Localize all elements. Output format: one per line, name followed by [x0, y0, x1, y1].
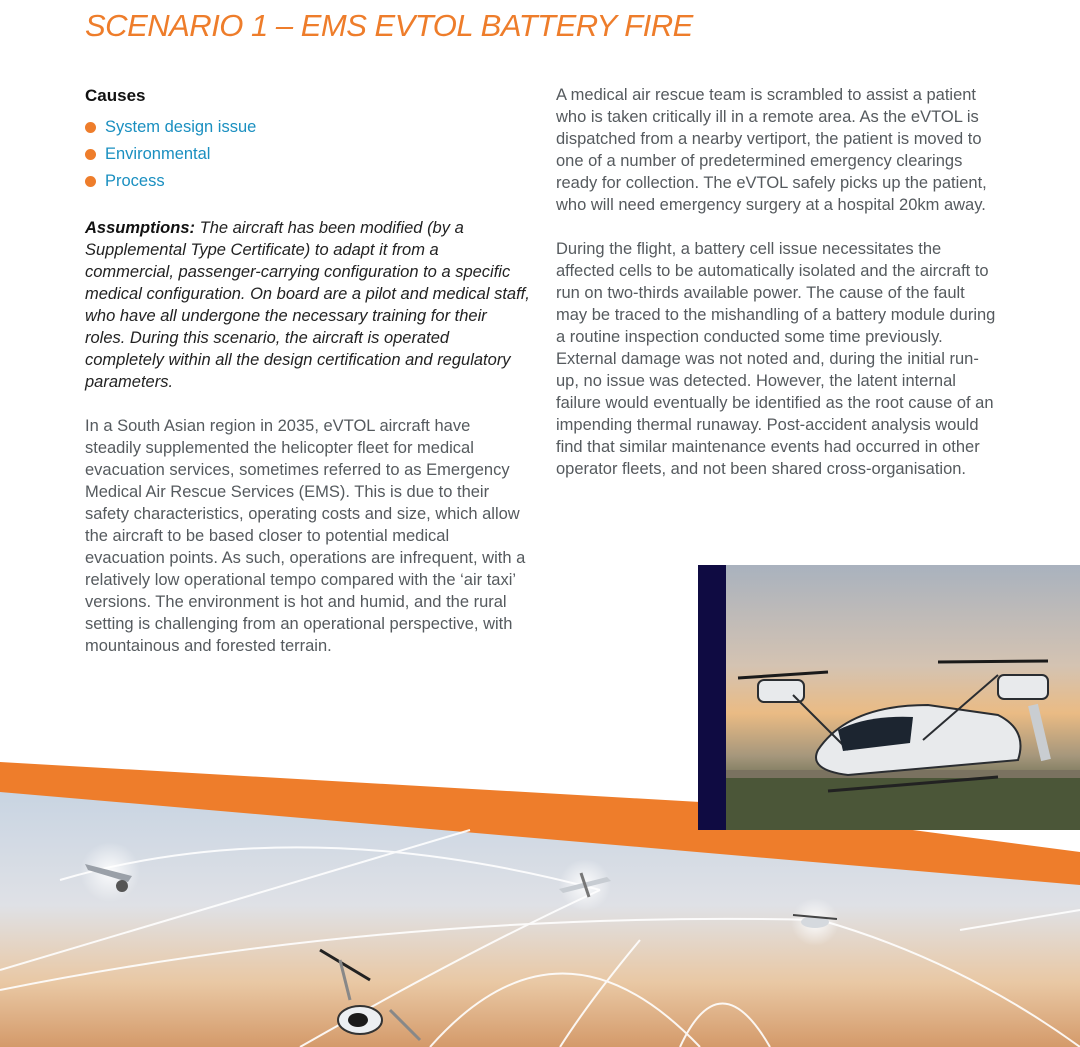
- assumptions-text: The aircraft has been modified (by a Supplemental Type Certificate) to adapt it from a commercial, passenger-carrying configuration to a specific medical configuration. On board are a pilot and medical staff, who have all undergone the necessary training for their roles. During this scenario, the aircraft is operated completely within all the design certification and regulatory parameters.: [85, 219, 530, 391]
- bullet-icon: [85, 149, 96, 160]
- incident-paragraph: During the flight, a battery cell issue necessitates the affected cells to be automatically isolated and the aircraft to run on two-thirds available power. The cause of the fault may be traced to the mishandling of a battery module during a routine inspection conducted some time previously. External damage was not noted and, during the initial run-up, no issue was detected. However, the latent internal failure would eventually be identified as the root cause of an impending thermal runaway. Post-accident analysis would find that similar maintenance events had occurred in other operator fleets, and not been shared cross-organisation.: [556, 240, 996, 478]
- cause-item: [85, 114, 530, 141]
- bullet-icon: [85, 122, 96, 133]
- cause-item: [85, 141, 530, 168]
- causes-list: [85, 114, 530, 195]
- causes-heading: Causes: [85, 86, 146, 105]
- context-paragraph: In a South Asian region in 2035, eVTOL aircraft have steadily supplemented the helicopter fleet for medical evacuation services, sometimes referred to as Emergency Medical Air Rescue Services (EMS). This is due to their safety characteristics, operating costs and size, which allow the aircraft to be based closer to potential medical evacuation points. As such, operations are infrequent, with a relatively low operational tempo compared with the ‘air taxi’ versions. The environment is hot and humid, and the rural setting is challenging from an operational perspective, with mountainous and forested terrain.: [85, 417, 526, 655]
- assumptions-paragraph: [85, 217, 530, 393]
- cause-label: System design issue: [105, 118, 257, 136]
- right-column: [556, 84, 1000, 480]
- page-title: SCENARIO 1 – EMS EVTOL BATTERY FIRE: [85, 8, 693, 43]
- bullet-icon: [85, 176, 96, 187]
- cause-label: Environmental: [105, 145, 211, 163]
- evtol-photo: [698, 565, 1080, 830]
- cause-item: [85, 168, 530, 195]
- evtol-aircraft-graphic: [698, 565, 1080, 830]
- left-column: [85, 84, 530, 657]
- assumptions-label: Assumptions:: [85, 219, 196, 237]
- scenario-paragraph: A medical air rescue team is scrambled to assist a patient who is taken critically ill in a remote area. As the eVTOL is dispatched from a nearby vertiport, the patient is moved to one of a number of predetermined emergency clearings ready for collection. The eVTOL safely picks up the patient, who will need emergency surgery at a hospital 20km away.: [556, 86, 987, 214]
- cause-label: Process: [105, 172, 165, 190]
